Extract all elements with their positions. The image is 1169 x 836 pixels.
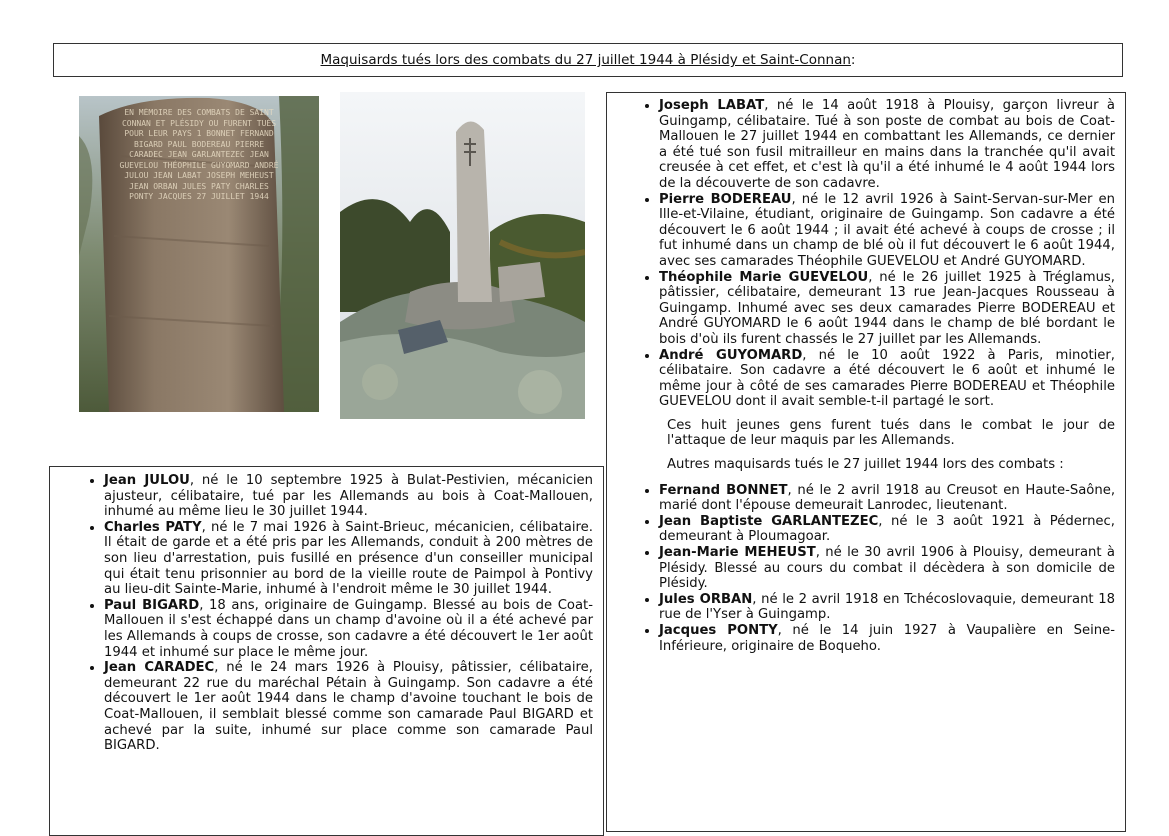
list-item: [659, 192, 1115, 270]
list-item: [659, 483, 1115, 514]
left-victims-list: [56, 473, 593, 754]
victim-name: André GUYOMARD: [659, 347, 803, 363]
summary-paragraph: Ces huit jeunes gens furent tués dans le combat le jour de l'attaque de leur maquis par les Allemands.: [667, 417, 1115, 449]
page-title-box: [53, 43, 1123, 77]
victim-name: Paul BIGARD: [104, 597, 200, 613]
victim-details: , né le 10 août 1922 à Paris, minotier, célibataire. Son cadavre a été découvert le 6 août et inhumé le même jour à côté de ses camarades Pierre BODEREAU et Théophile GUEVELOU dont il avait semble-t-il partagé le sort.: [659, 347, 1116, 410]
victim-details: , né le 24 mars 1926 à Plouisy, pâtissier, célibataire, demeurant 22 rue du maréchal Pétain à Guingamp. Son cadavre a été découvert le 1er août 1944 dans le champ d'avoine touchant le bois de Coat-Mallouen, il semblait blessé comme son camarade Paul BIGARD et achevé par la suite, inhumé sur place comme son camarade Paul BIGARD.: [104, 660, 593, 754]
list-item: [659, 348, 1115, 410]
victim-name: Pierre BODEREAU: [659, 191, 792, 207]
list-item: [104, 473, 593, 520]
victim-details: , né le 3 août 1921 à Pédernec, demeurant à Ploumagoar.: [659, 513, 1115, 545]
other-victims-heading: Autres maquisards tués le 27 juillet 1944 lors des combats :: [667, 457, 1064, 473]
victim-details: , né le 30 avril 1906 à Plouisy, demeurant à Plésidy. Blessé au cours du combat il décèdera à son domicile de Plésidy.: [659, 545, 1115, 592]
other-victims-list: [615, 483, 1115, 655]
victim-details: , né le 14 août 1918 à Plouisy, garçon livreur à Guingamp, célibataire. Tué à son poste de combat au bois de Coat-Mallouen le 27 juillet 1944 en combattant les Allemands, ce dernier a été tué son fusil mitrailleur en mains dans la tranchée qu'il avait creusée à cet effet, et c'est là qu'il a été inhumé le 4 août 1944 lors de la découverte de son cadavre.: [659, 98, 1115, 191]
monument-rock-photo: [340, 92, 585, 419]
right-victims-list: [615, 98, 1115, 410]
list-item: [104, 520, 593, 598]
victim-name: Jean-Marie MEHEUST: [659, 545, 816, 561]
monument-rock-image: [340, 92, 585, 419]
list-item: [104, 660, 593, 754]
right-text-box: [606, 92, 1126, 832]
victim-name: Charles PATY: [104, 519, 202, 535]
victim-name: Jean JULOU: [104, 473, 190, 488]
victim-details: , né le 26 juillet 1925 à Tréglamus, pâtissier, célibataire, demeurant 13 rue Jean-Jacques Rousseau à Guingamp. Inhumé avec ses deux camarades Pierre BODEREAU et André GUYOMARD le 6 août 1944 dans le champ de blé bordant le bois d'où ils furent chassés le 27 juillet par les Allemands.: [659, 269, 1115, 347]
victim-details: , né le 14 juin 1927 à Vaupalière en Seine-Inférieure, originaire de Boqueho.: [659, 623, 1116, 654]
victim-details: , né le 2 avril 1918 au Creusot en Haute-Saône, marié dont l'épouse demeurait Lanrodec, lieutenant.: [659, 482, 1116, 514]
victim-details: , 18 ans, originaire de Guingamp. Blessé au bois de Coat-Mallouen il s'est échappé dans un champ d'avoine où il a été achevé par les Allemands à coups de crosse, son cadavre a été découvert le 1er août 1944 et inhumé sur place le même jour.: [104, 597, 593, 660]
victim-details: , né le 2 avril 1918 en Tchécoslovaquie, demeurant 18 rue de l'Yser à Guingamp.: [659, 591, 1115, 623]
page-title: Maquisards tués lors des combats du 27 juillet 1944 à Plésidy et Saint-Connan: [320, 52, 851, 68]
victim-name: Jean CARADEC: [104, 660, 215, 676]
list-item: [659, 545, 1115, 592]
victim-name: Jules ORBAN: [659, 591, 753, 607]
left-text-box: [49, 466, 604, 836]
monument-stone-photo: [79, 96, 319, 412]
victim-details: , né le 12 avril 1926 à Saint-Servan-sur-Mer en Ille-et-Vilaine, étudiant, originaire de Guingamp. Son cadavre a été découvert le 6 août 1944 ; il avait été achevé à coups de crosse ; il fut inhumé dans un champ de blé où il fut découvert le 6 août 1944, avec ses camarades Théophile GUEVELOU et André GUYOMARD.: [659, 191, 1116, 269]
monument-stone-image: EN MÉMOIRE DES COMBATS DE SAINT CONNAN ET PLÉSIDY OU FURENT TUÉS POUR LEUR PAYS 1 BONNET FERNAND BIGARD PAUL BODEREAU PIERRE CARADEC JEAN GARLANTEZEC JEAN GUEVELOU THÉOPHILE GUYOMARD ANDRÉ JULOU JEAN LABAT JOSEPH MEHEUST JEAN ORBAN JULES PATY CHARLES PONTY JACQUES 27 JUILLET 1944: [79, 96, 319, 412]
page-title-suffix: :: [850, 52, 856, 68]
victim-name: Fernand BONNET: [659, 482, 788, 498]
list-item: [659, 98, 1115, 192]
victim-details: , né le 7 mai 1926 à Saint-Brieuc, mécanicien, célibataire. Il était de garde et a été pris par les Allemands, conduit à 200 mètres de son lieu d'arrestation, puis fusillé en présence d'un conseiller municipal qui était tenu prisonnier au bord de la vieille route de Paimpol à Pontivy au lieu-dit Sainte-Marie, inhumé à l'endroit même le 30 juillet 1944.: [104, 519, 593, 598]
list-item: [659, 514, 1115, 545]
victim-name: Jacques PONTY: [659, 623, 778, 638]
victim-name: Théophile Marie GUEVELOU: [659, 269, 869, 285]
victim-name: Joseph LABAT: [659, 98, 765, 113]
victim-name: Jean Baptiste GARLANTEZEC: [659, 513, 879, 529]
list-item: [659, 270, 1115, 348]
victim-details: , né le 10 septembre 1925 à Bulat-Pestivien, mécanicien ajusteur, célibataire, tué par les Allemands au bois à Coat-Mallouen, inhumé au même lieu le 30 juillet 1944.: [104, 473, 593, 520]
list-item: [659, 592, 1115, 623]
list-item: [104, 598, 593, 660]
list-item: [659, 623, 1115, 654]
